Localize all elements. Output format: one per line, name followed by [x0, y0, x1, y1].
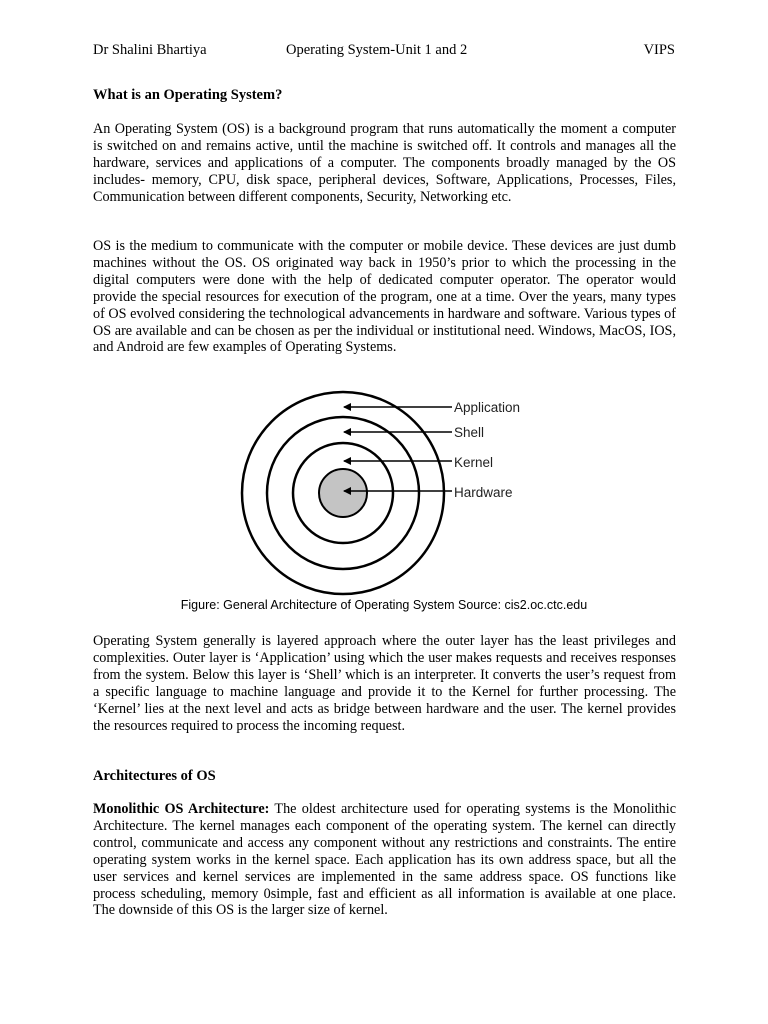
page-header: [93, 42, 675, 62]
label-kernel: Kernel: [454, 455, 494, 470]
header-course: Operating System-Unit 1 and 2: [286, 42, 468, 58]
os-architecture-figure: [234, 390, 536, 597]
section-heading: Architectures of OS: [93, 768, 216, 784]
paragraph-monolithic: [93, 801, 676, 919]
hardware-core: [319, 469, 367, 517]
header-institution: VIPS: [643, 42, 675, 58]
header-author: Dr Shalini Bhartiya: [93, 42, 207, 58]
page-title: What is an Operating System?: [93, 87, 283, 103]
figure-caption: Figure: General Architecture of Operating System Source: cis2.oc.ctc.edu: [180, 598, 588, 612]
paragraph-intro: An Operating System (OS) is a background program that runs automatically the moment a computer is switched on and remains active, until the machine is switched off. It controls and manages all the hardware, services and applications of a computer. The components broadly managed by the OS includes- memory, CPU, disk space, peripheral devices, Software, Applications, Processes, Files, Communication between different components, Security, Networking etc.: [93, 121, 676, 205]
monolithic-lead: Monolithic OS Architecture:: [93, 801, 270, 817]
monolithic-text: The oldest architecture used for operating systems is the Monolithic Architecture. The kernel manages each component of the operating system. The kernel can directly control, communicate and access any component without any restrictions and constraints. The entire operating system works in the kernel space. Each application has its own address space, but all the user services and kernel services are implemented in the same address space. OS functions like process scheduling, memory 0simple, fast and efficient as all information is available at one place. The downside of this OS is the larger size of kernel.: [93, 801, 676, 919]
paragraph-layers: Operating System generally is layered approach where the outer layer has the least privileges and complexities. Outer layer is ‘Application’ using which the user makes requests and receives responses from the system. Below this layer is ‘Shell’ which is an interpreter. It converts the user’s request from a specific language to machine language and provide it to the Kernel for further processing. The ‘Kernel’ lies at the next level and acts as bridge between hardware and the user. The kernel provides the resources required to process the incoming request.: [93, 633, 676, 734]
label-shell: Shell: [454, 425, 485, 440]
label-hardware: Hardware: [454, 485, 513, 500]
paragraph-history: OS is the medium to communicate with the computer or mobile device. These devices are just dumb machines without the OS. OS originated way back in 1950’s prior to which the processing in the digital computers were done with the help of dedicated computer operator. The operator would provide the special resources for execution of the program, one at a time. Over the years, many types of OS evolved considering the technological advancements in hardware and software. Various types of OS are available and can be chosen as per the individual or institutional need. Windows, MacOS, IOS, and Android are few examples of Operating Systems.: [93, 238, 676, 356]
label-application: Application: [454, 400, 521, 415]
layer-diagram: [234, 390, 536, 597]
